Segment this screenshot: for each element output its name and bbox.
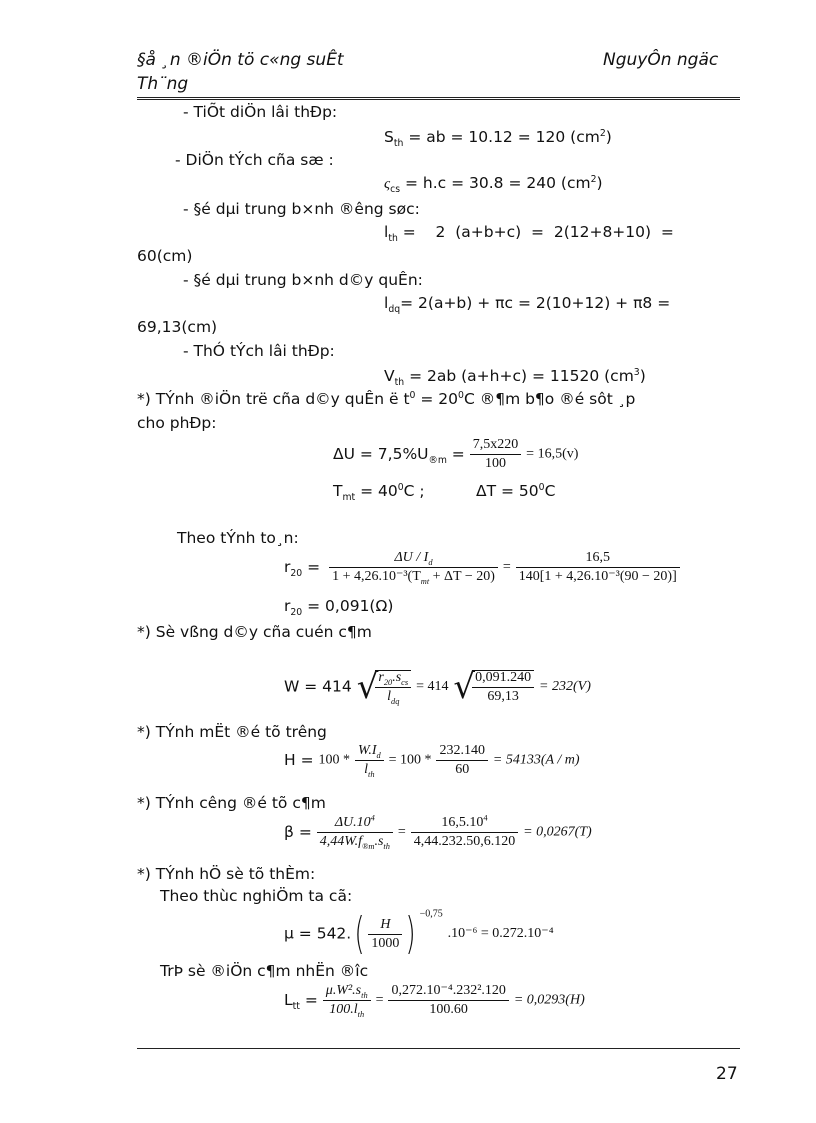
page-number: 27 [716, 1064, 738, 1084]
eq-r20-result: $r_{20} = 0,091(\Omega)$ [284, 597, 394, 619]
eq-h: H = 100 * $\frac{W.I_d}{l_{th}}$ = 100 * $\frac{232.140}{60}$ = 54133(A / m) [284, 743, 580, 779]
sqrt-2: √ $\frac{0,091.240}{69,13}$ [453, 670, 534, 704]
eq-delta-t: $\Delta T = 50^0C$ [476, 481, 556, 500]
line-do-dai-day: - §é dµi trung b×nh d©y quÊn: [183, 271, 423, 289]
header-rule-2 [137, 99, 740, 100]
line-do-dai-duong-suc: - §é dµi trung b×nh ®êng søc: [183, 200, 420, 218]
line-dien-tich: - DiÖn tÝch cña sæ : [175, 151, 334, 169]
heading-so-vong: *) Sè vßng d©y cña cuén c¶m [137, 623, 372, 641]
eq-mu: μ = 542.( $\frac{H}{1000}$ ) $^{-0,75}$ .10⁻⁶ = 0.272.10⁻⁴ [284, 908, 554, 959]
header-author: NguyÔn ngäc [603, 50, 719, 70]
eq-vth: $V_{th} = 2ab$ (a+h+c) = 11520 $(cm^3)$ [384, 366, 646, 389]
eq-ltt: $L_{tt}$ = $\frac{\mu.W^2.s_{th}}{100.l_{th}}$ = $\frac{\text{0,272.10⁻⁴.232².120}}{100.60}$ = 0,0293(H) [284, 983, 585, 1019]
footer-rule [137, 1048, 740, 1049]
eq-sth: $S_{th}$ = ab = 10.12 = 120 $(cm^2)$ [384, 127, 612, 150]
eq-ldq-cont: 69,13(cm) [137, 318, 218, 336]
eq-tmt: $T_{mt} = 40^0C$ ; [333, 481, 425, 504]
header-title: §å ¸n ®iÖn tö c«ng suÊt [137, 50, 344, 70]
heading-dien-tro-cont: cho phÐp: [137, 414, 217, 432]
eq-r20: $r_{20}$ = $\frac{\Delta U / I_d}{1 + 4,26.10^{-3}(T_{mt} + \Delta T - 20)}$ = $\frac{16,5}{\text{140[1 + 4,26.10⁻³(90 − 20)]}}$ [284, 551, 680, 584]
line-tiet-dien: - TiÕt diÖn lâi thÐp: [183, 103, 338, 121]
eq-beta: β = $\frac{\Delta U.10^4}{4,44W.f_{®m}.s_{th}}$ = $\frac{16,5.10^4}{4,44.232.50,6.120}$ = 0,0267(T) [284, 813, 592, 851]
heading-he-so: *) TÝnh hÖ sè tõ thÈm: [137, 865, 316, 883]
line-thuc-nghiem: Theo thùc nghiÖm ta cã: [160, 887, 353, 905]
eq-lth-cont: 60(cm) [137, 247, 193, 265]
header-rule [137, 97, 740, 98]
line-tri-so: TrÞ sè ®iÖn c¶m nhËn ®îc [160, 962, 369, 980]
heading-dien-tro: *) TÝnh ®iÖn trë cña d©y quÊn ë $t^0 = 20^0C$ ®¶m b¶o ®é sôt ¸p [137, 389, 636, 408]
header-title-cont: Th¨ng [137, 74, 189, 94]
eq-ldq: $l_{dq}= 2(a+b) + \pi c = 2(10+12) + \pi 8$ = [384, 294, 671, 316]
eq-delta-u: $\Delta U = 7,5\%U_{®m}$ = $\frac{7,5x220}{100}$ = 16,5(v) [333, 437, 579, 471]
eq-w: W = 414 √ $\frac{r_{20}.s_{cs}}{l_{dq}}$ = 414 √ $\frac{0,091.240}{69,13}$ = 232(V) [284, 667, 591, 707]
line-the-tich: - ThÓ tÝch lâi thÐp: [183, 342, 335, 360]
eq-scs: $\varsigma_{cs} = h.c = 30.8 = 240$ $(cm^2)$ [384, 173, 603, 196]
eq-lth: $l_{th}$ = 2 (a+b+c) = 2(12+8+10) = [384, 223, 674, 245]
line-theo-tinh-toan: Theo tÝnh to¸n: [177, 529, 299, 547]
heading-cuong-do: *) TÝnh cêng ®é tõ c¶m [137, 794, 326, 812]
sqrt-1: √ $\frac{r_{20}.s_{cs}}{l_{dq}}$ [357, 670, 411, 704]
heading-mat-do: *) TÝnh mËt ®é tõ trêng [137, 723, 327, 741]
